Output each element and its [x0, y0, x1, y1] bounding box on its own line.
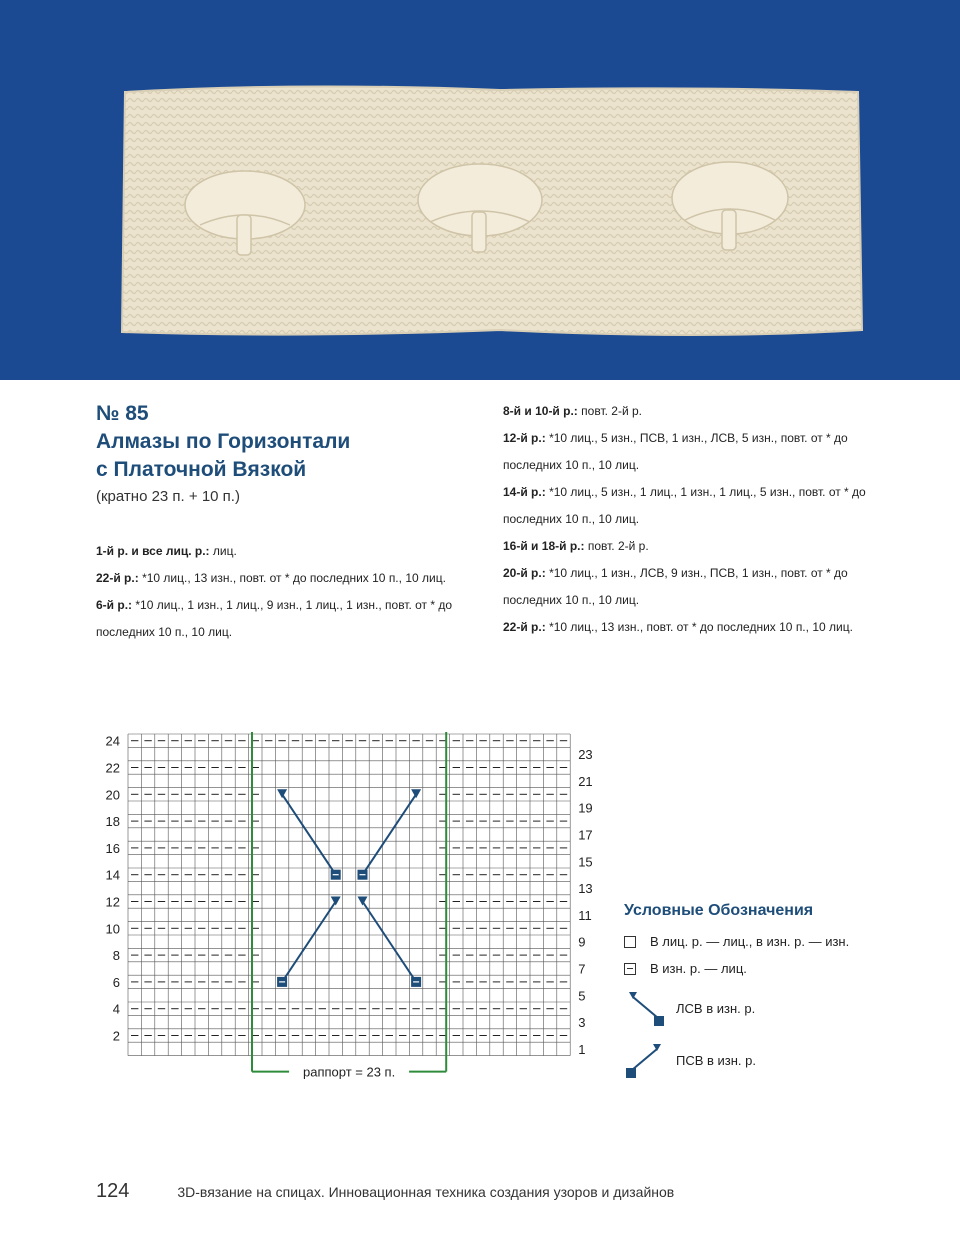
row-text: *10 лиц., 5 изн., 1 лиц., 1 изн., 1 лиц., 5 изн., повт. от * до [549, 485, 866, 499]
row-label: 14-й р.: [503, 485, 546, 499]
instructions-left [96, 538, 476, 646]
row-label: 22-й р.: [96, 571, 139, 585]
cross-stitch-line [282, 794, 336, 874]
row-label: 20-й р.: [503, 566, 546, 580]
row-label: 1-й р. и все лиц. р.: [96, 544, 210, 558]
empty-square-icon [624, 936, 636, 948]
row-continuation: последних 10 п., 10 лиц. [503, 593, 640, 607]
pattern-title-line2: с Платочной Вязкой [96, 458, 307, 481]
cross-stitch-triangle [358, 897, 368, 906]
row-text: *10 лиц., 1 изн., ЛСВ, 9 изн., ПСВ, 1 изн., повт. от * до [549, 566, 848, 580]
row-label: 6-й р.: [96, 598, 133, 612]
instruction-row [503, 614, 903, 641]
right-cross-icon [624, 1040, 666, 1080]
row-number-right: 15 [578, 854, 593, 870]
cross-stitch-line [282, 902, 336, 982]
legend-item [624, 955, 944, 982]
pattern-number: № 85 [96, 402, 149, 425]
row-number-right: 13 [578, 881, 593, 897]
instruction-row [96, 592, 476, 619]
purl-square-icon [624, 963, 636, 975]
swatch-photo [0, 0, 960, 380]
row-number-left: 22 [105, 760, 120, 776]
pattern-title-line1: Алмазы по Горизонтали [96, 430, 351, 453]
page-number: 124 [96, 1180, 130, 1202]
row-text: *10 лиц., 1 изн., 1 лиц., 9 изн., 1 лиц., 1 изн., повт. от * до [135, 598, 453, 612]
row-number-left: 10 [105, 921, 120, 937]
instruction-row [503, 479, 903, 506]
legend-text: ЛСВ в изн. р. [676, 1000, 756, 1016]
row-label: 8-й и 10-й р.: [503, 404, 578, 418]
row-text: повт. 2-й р. [587, 539, 649, 553]
legend-title: Условные Обозначения [624, 902, 814, 919]
row-number-right: 23 [578, 747, 593, 763]
instructions-right [503, 398, 903, 641]
row-number-left: 24 [105, 733, 120, 749]
legend-item [624, 928, 944, 955]
knitting-chart [90, 724, 610, 1084]
repeat-label: раппорт = 23 п. [302, 1064, 396, 1080]
row-number-left: 12 [105, 894, 120, 910]
cross-stitch-triangle [277, 789, 287, 798]
row-number-right: 3 [578, 1015, 586, 1031]
cross-stitch-triangle [411, 789, 421, 798]
instruction-row [503, 533, 903, 560]
instruction-row [96, 565, 476, 592]
row-number-right: 9 [578, 934, 586, 950]
row-number-left: 8 [112, 948, 120, 964]
row-number-left: 20 [105, 787, 120, 803]
row-number-left: 6 [112, 974, 120, 990]
instruction-row [503, 425, 903, 452]
legend-item [624, 1034, 944, 1086]
row-number-left: 4 [112, 1001, 120, 1017]
cross-stitch-triangle [331, 897, 341, 906]
stitch-multiple: (кратно 23 п. + 10 п.) [96, 488, 240, 505]
legend-text: В лиц. р. — лиц., в изн. р. — изн. [650, 934, 850, 949]
instruction-row [96, 538, 476, 565]
row-text: *10 лиц., 5 изн., ПСВ, 1 изн., ЛСВ, 5 изн., повт. от * до [549, 431, 848, 445]
row-text: лиц. [212, 544, 237, 558]
legend [624, 902, 944, 1086]
row-text: *10 лиц., 13 изн., повт. от * до последних 10 п., 10 лиц. [142, 571, 446, 585]
legend-text: В изн. р. — лиц. [650, 961, 747, 976]
instruction-row [503, 560, 903, 587]
row-label: 12-й р.: [503, 431, 546, 445]
row-number-right: 7 [578, 961, 586, 977]
pattern-header [96, 400, 476, 505]
left-cross-icon [624, 988, 666, 1028]
page-footer [96, 1180, 674, 1203]
row-number-right: 5 [578, 988, 586, 1004]
instruction-row [503, 398, 903, 425]
cross-stitch-line [363, 794, 417, 874]
row-text: *10 лиц., 13 изн., повт. от * до последних 10 п., 10 лиц. [549, 620, 853, 634]
row-number-left: 14 [105, 867, 120, 883]
book-title: 3D-вязание на спицах. Инновационная техника создания узоров и дизайнов [177, 1184, 675, 1200]
row-label: 22-й р.: [503, 620, 546, 634]
row-number-left: 18 [105, 814, 120, 830]
row-number-right: 1 [578, 1041, 586, 1057]
row-continuation: последних 10 п., 10 лиц. [503, 512, 640, 526]
row-continuation: последних 10 п., 10 лиц. [96, 625, 233, 639]
row-number-right: 19 [578, 800, 593, 816]
row-number-right: 21 [578, 773, 593, 789]
cross-stitch-line [363, 902, 417, 982]
row-number-right: 11 [578, 907, 592, 923]
row-number-left: 2 [112, 1028, 120, 1044]
row-label: 16-й и 18-й р.: [503, 539, 585, 553]
row-number-left: 16 [105, 840, 120, 856]
legend-text: ПСВ в изн. р. [676, 1052, 756, 1068]
row-continuation: последних 10 п., 10 лиц. [503, 458, 640, 472]
legend-item [624, 982, 944, 1034]
row-text: повт. 2-й р. [581, 404, 642, 418]
row-number-right: 17 [578, 827, 593, 843]
